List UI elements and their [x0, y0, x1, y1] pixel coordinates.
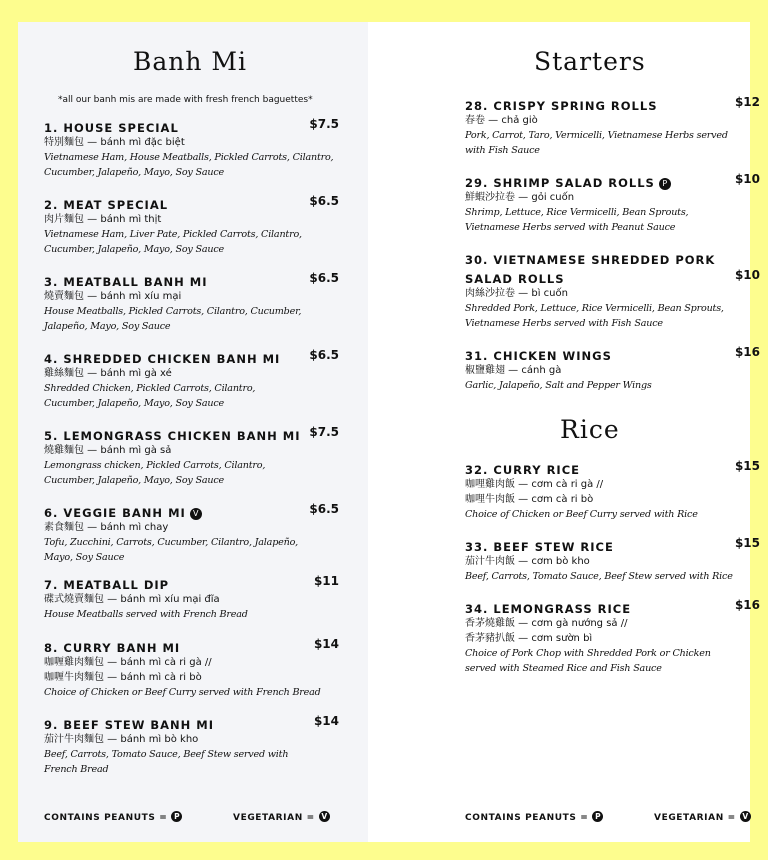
item-name: 7. MEATBALL DIP: [44, 578, 170, 592]
item-name: 31. CHICKEN WINGS: [465, 349, 612, 363]
item-price: $10: [734, 172, 760, 186]
item-chinese-name: 雞絲麵包: [44, 368, 84, 379]
item-price: $6.5: [309, 502, 339, 516]
menu-item: 7. MEATBALL DIP $11 碟式燒賣麵包 — bánh mì xíu mại đĩa House Meatballs served with French Bread: [44, 574, 339, 620]
menu-item: 1. HOUSE SPECIAL $7.5 特別麵包 — bánh mì đặc biệt Vietnamese Ham, House Meatballs, Pickled Carrots, Cilantro, Cucumber, Jalapeño, Mayo, Soy Sauce: [44, 117, 339, 178]
item-chinese-name: 鮮蝦沙拉卷: [465, 192, 515, 203]
item-description: Tofu, Zucchini, Carrots, Cucumber, Cilantro, Jalapeño, Mayo, Soy Sauce: [44, 537, 299, 563]
item-name: 33. BEEF STEW RICE: [465, 540, 614, 554]
menu-item: 9. BEEF STEW BANH MI $14 茄汁牛肉麵包 — bánh mì bò kho Beef, Carrots, Tomato Sauce, Beef Stew served with French Bread: [44, 714, 339, 775]
item-price: $12: [734, 95, 760, 109]
item-chinese-name: 咖哩牛肉飯: [465, 494, 515, 505]
item-name: 5. LEMONGRASS CHICKEN BANH MI: [44, 429, 301, 443]
item-price: $15: [734, 459, 760, 473]
item-price: $11: [313, 574, 339, 588]
menu-item: 34. LEMONGRASS RICE $16 香茅燒雞飯 — cơm gà nướng sả // 香茅豬扒飯 — cơm sườn bì Choice of Pork Chop with Shredded Pork or Chicken served with Steamed Rice and Fish Sauce: [465, 598, 760, 674]
menu-item: 32. CURRY RICE $15 咖哩雞肉飯 — cơm cà ri gà // 咖哩牛肉飯 — cơm cà ri bò Choice of Chicken or Beef Curry served with Rice: [465, 459, 760, 520]
item-vietnamese-name: chả giò: [501, 115, 538, 126]
legend-peanuts: CONTAINS PEANUTS = P: [465, 811, 603, 823]
item-price: $16: [734, 345, 760, 359]
item-name: 8. CURRY BANH MI: [44, 641, 181, 655]
item-vietnamese-name: bánh mì gà xé: [100, 368, 172, 379]
item-name: 30. VIETNAMESE SHREDDED PORK: [465, 253, 716, 267]
item-name: 29. SHRIMP SALAD ROLLS: [465, 176, 655, 190]
item-description: Choice of Pork Chop with Shredded Pork or Chicken served with Steamed Rice and Fish Sauce: [465, 648, 711, 674]
item-price: $6.5: [309, 271, 339, 285]
item-chinese-name: 碟式燒賣麵包: [44, 594, 104, 605]
item-vietnamese-name: bánh mì cà ri bò: [120, 672, 202, 683]
item-name: 9. BEEF STEW BANH MI: [44, 718, 215, 732]
item-vietnamese-name: bánh mì bò kho: [120, 734, 199, 745]
item-chinese-name: 春卷: [465, 115, 485, 126]
item-chinese-name: 茄汁牛肉飯: [465, 556, 515, 567]
item-name: 4. SHREDDED CHICKEN BANH MI: [44, 352, 281, 366]
item-chinese-name: 咖喱牛肉麵包: [44, 672, 104, 683]
menu-item: 30. VIETNAMESE SHREDDED PORK SALAD ROLLS $10 肉絲沙拉卷 — bì cuốn Shredded Pork, Lettuce, Rice Vermicelli, Bean Sprouts, Vietnamese Herbs served with Fish Sauce: [465, 253, 760, 329]
vegetarian-icon: V: [740, 811, 751, 822]
legend-peanuts: CONTAINS PEANUTS = P: [44, 811, 182, 823]
item-description: Pork, Carrot, Taro, Vermicelli, Vietnamese Herbs served with Fish Sauce: [465, 130, 728, 156]
item-chinese-name: 香茅豬扒飯: [465, 633, 515, 644]
item-price: $6.5: [309, 194, 339, 208]
item-vietnamese-name: bánh mì thịt: [100, 214, 162, 225]
menu-item: 2. MEAT SPECIAL $6.5 肉片麵包 — bánh mì thịt Vietnamese Ham, Liver Pate, Pickled Carrots, Cilantro, Cucumber, Jalapeño, Mayo, Soy Sauce: [44, 194, 339, 255]
item-description: Shredded Pork, Lettuce, Rice Vermicelli, Bean Sprouts, Vietnamese Herbs served with Fish Sauce: [465, 303, 724, 329]
legend-vegetarian: VEGETARIAN = V: [654, 811, 751, 823]
item-chinese-name: 香茅燒雞飯: [465, 618, 515, 629]
menu-page: [18, 22, 760, 842]
menu-item: 6. VEGGIE BANH MI V $6.5 素食麵包 — bánh mì chay Tofu, Zucchini, Carrots, Cucumber, Cilantro, Jalapeño, Mayo, Soy Sauce: [44, 502, 339, 563]
item-chinese-name: 咖喱雞肉麵包: [44, 657, 104, 668]
item-vietnamese-name: gỏi cuốn: [531, 192, 575, 203]
item-description: Choice of Chicken or Beef Curry served with Rice: [465, 509, 698, 520]
item-description: Lemongrass chicken, Pickled Carrots, Cilantro, Cucumber, Jalapeño, Mayo, Soy Sauce: [44, 460, 266, 486]
item-vietnamese-name: cánh gà: [521, 365, 562, 376]
item-price: $16: [734, 598, 760, 612]
item-description: Vietnamese Ham, House Meatballs, Pickled Carrots, Cilantro, Cucumber, Jalapeño, Mayo, Soy Sauce: [44, 152, 334, 178]
menu-item: 29. SHRIMP SALAD ROLLS P $10 鮮蝦沙拉卷 — gỏi cuốn Shrimp, Lettuce, Rice Vermicelli, Bean Sprouts, Vietnamese Herbs served with Peanut Sauce: [465, 172, 760, 233]
item-chinese-name: 茄汁牛肉麵包: [44, 734, 104, 745]
item-name: 32. CURRY RICE: [465, 463, 580, 477]
menu-item: 28. CRISPY SPRING ROLLS $12 春卷 — chả giò Pork, Carrot, Taro, Vermicelli, Vietnamese Herbs served with Fish Sauce: [465, 95, 760, 156]
menu-item: 31. CHICKEN WINGS $16 椒鹽雞翅 — cánh gà Garlic, Jalapeño, Salt and Pepper Wings: [465, 345, 760, 391]
item-price: $7.5: [309, 117, 339, 131]
item-price: $6.5: [309, 348, 339, 362]
item-name: 6. VEGGIE BANH MI: [44, 506, 186, 520]
menu-item: 4. SHREDDED CHICKEN BANH MI $6.5 雞絲麵包 — bánh mì gà xé Shredded Chicken, Pickled Carrots, Cilantro, Cucumber, Jalapeño, Mayo, Soy Sauce: [44, 348, 339, 409]
menu-item: 8. CURRY BANH MI $14 咖喱雞肉麵包 — bánh mì cà ri gà // 咖喱牛肉麵包 — bánh mì cà ri bò Choice of Chicken or Beef Curry served with French Bread: [44, 637, 339, 698]
legend-vegetarian: VEGETARIAN = V: [233, 811, 330, 823]
item-description: Vietnamese Ham, Liver Pate, Pickled Carrots, Cilantro, Cucumber, Jalapeño, Mayo, Soy Sauce: [44, 229, 302, 255]
vegetarian-icon: V: [190, 508, 202, 520]
item-vietnamese-name: cơm bò kho: [531, 556, 590, 567]
menu-item: 3. MEATBALL BANH MI $6.5 燒賣麵包 — bánh mì xíu mại House Meatballs, Pickled Carrots, Cilantro, Cucumber, Jalapeño, Mayo, Soy Sauce: [44, 271, 339, 332]
item-vietnamese-name: bánh mì xíu mại: [100, 291, 182, 302]
item-vietnamese-name: bánh mì chay: [100, 522, 169, 533]
item-chinese-name: 咖哩雞肉飯: [465, 479, 515, 490]
item-vietnamese-name: bánh mì xíu mại đĩa: [120, 594, 220, 605]
item-chinese-name: 肉片麵包: [44, 214, 84, 225]
section-title-rice: Rice: [560, 415, 620, 444]
banh-mi-column: [18, 22, 368, 842]
item-name: 28. CRISPY SPRING ROLLS: [465, 99, 658, 113]
item-vietnamese-name: bì cuốn: [531, 288, 568, 299]
item-vietnamese-name: bánh mì cà ri gà //: [120, 657, 212, 668]
section-title-banh-mi: Banh Mi: [133, 47, 248, 76]
item-price: $7.5: [309, 425, 339, 439]
item-name-continued: SALAD ROLLS: [465, 272, 565, 286]
item-chinese-name: 肉絲沙拉卷: [465, 288, 515, 299]
item-name: 1. HOUSE SPECIAL: [44, 121, 179, 135]
item-description: Beef, Carrots, Tomato Sauce, Beef Stew served with Rice: [465, 571, 733, 582]
item-description: Shredded Chicken, Pickled Carrots, Cilantro, Cucumber, Jalapeño, Mayo, Soy Sauce: [44, 383, 256, 409]
item-vietnamese-name: cơm sườn bì: [531, 633, 593, 644]
peanut-icon: P: [171, 811, 182, 822]
vegetarian-icon: V: [319, 811, 330, 822]
item-vietnamese-name: cơm gà nướng sả //: [531, 618, 628, 629]
item-name: 2. MEAT SPECIAL: [44, 198, 169, 212]
item-chinese-name: 燒賣麵包: [44, 291, 84, 302]
baguette-note: *all our banh mis are made with fresh french baguettes*: [58, 95, 313, 105]
item-price: $14: [313, 637, 339, 651]
section-title-starters: Starters: [534, 47, 646, 76]
item-vietnamese-name: bánh mì đặc biệt: [100, 137, 185, 148]
starters-rice-column: [368, 22, 760, 842]
peanut-icon: P: [659, 178, 671, 190]
item-chinese-name: 素食麵包: [44, 522, 84, 533]
item-name: 3. MEATBALL BANH MI: [44, 275, 208, 289]
item-price: $10: [734, 268, 760, 282]
item-description: House Meatballs served with French Bread: [44, 609, 248, 620]
item-description: Garlic, Jalapeño, Salt and Pepper Wings: [465, 380, 652, 391]
item-vietnamese-name: cơm cà ri bò: [531, 494, 594, 505]
item-description: Beef, Carrots, Tomato Sauce, Beef Stew served with French Bread: [44, 749, 289, 775]
item-price: $14: [313, 714, 339, 728]
menu-item: 5. LEMONGRASS CHICKEN BANH MI $7.5 燒雞麵包 — bánh mì gà sả Lemongrass chicken, Pickled Carrots, Cilantro, Cucumber, Jalapeño, Mayo, Soy Sauce: [44, 425, 339, 486]
item-description: Shrimp, Lettuce, Rice Vermicelli, Bean Sprouts, Vietnamese Herbs served with Peanut Sauce: [465, 207, 689, 233]
item-description: House Meatballs, Pickled Carrots, Cilantro, Cucumber, Jalapeño, Mayo, Soy Sauce: [44, 306, 302, 332]
item-chinese-name: 燒雞麵包: [44, 445, 84, 456]
item-vietnamese-name: bánh mì gà sả: [100, 445, 172, 456]
peanut-icon: P: [592, 811, 603, 822]
item-chinese-name: 椒鹽雞翅: [465, 365, 505, 376]
menu-item: 33. BEEF STEW RICE $15 茄汁牛肉飯 — cơm bò kho Beef, Carrots, Tomato Sauce, Beef Stew served with Rice: [465, 536, 760, 582]
item-price: $15: [734, 536, 760, 550]
item-description: Choice of Chicken or Beef Curry served with French Bread: [44, 687, 321, 698]
item-vietnamese-name: cơm cà ri gà //: [531, 479, 604, 490]
item-chinese-name: 特別麵包: [44, 137, 84, 148]
item-name: 34. LEMONGRASS RICE: [465, 602, 632, 616]
